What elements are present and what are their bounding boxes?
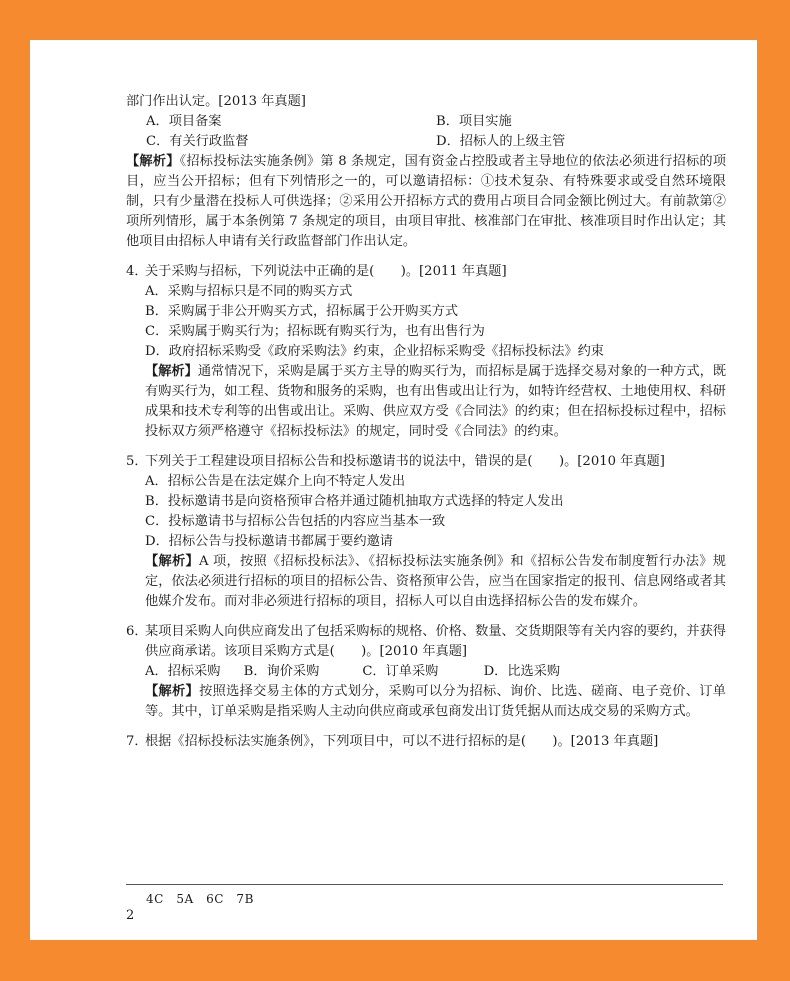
question-3-continuation xyxy=(126,92,726,252)
question-7 xyxy=(126,732,726,752)
book-page xyxy=(30,40,757,940)
option-a: A．招标采购 xyxy=(145,664,221,679)
option-d: D．招标人的上级主管 xyxy=(436,134,566,149)
question-number: 7． xyxy=(126,734,148,749)
question-5 xyxy=(126,452,726,612)
option-c: C．采购属于购买行为；招标既有购买行为，也有出售行为 xyxy=(145,324,485,339)
analysis-text: 通常情况下，采购是属于买方主导的购买行为，而招标是属于选择交易对象的一种方式，既有购买行为，如工程、货物和服务的采购，也有出售或出让行为，如特许经营权、土地使用权、科研成果和技术专利等的出售或出让。采购、供应双方受《合同法》的约束；但在招标投标过程中，招标投标双方须严格遵守《招标投标法》的规定，同时受《合同法》的约束。 xyxy=(145,364,727,439)
question-6-analysis xyxy=(145,682,726,722)
question-text: 关于采购与招标，下列说法中正确的是( )。[2011 年真题] xyxy=(145,264,507,279)
page-content xyxy=(126,92,726,752)
question-text: 下列关于工程建设项目招标公告和投标邀请书的说法中，错误的是( )。[2010 年真题] xyxy=(145,454,665,469)
page-number: 2 xyxy=(126,908,135,923)
option-d: D．招标公告与投标邀请书都属于要约邀请 xyxy=(145,534,393,549)
option-b: B．采购属于非公开购买方式，招标属于公开购买方式 xyxy=(145,304,459,319)
analysis-text: A 项，按照《招标投标法》、《招标投标法实施条例》和《招标公告发布制度暂行办法》规定，依法必须进行招标的项目的招标公告、资格预审公告，应当在国家指定的报刊、信息网络或者其他媒介发布。而对非必须进行招标的项目，招标人可以自由选择招标公告的发布媒介。 xyxy=(145,554,726,609)
analysis-text: 《招标投标法实施条例》第 8 条规定，国有资金占控股或者主导地位的依法必须进行招标的项目，应当公开招标；但有下列情形之一的，可以邀请招标：①技术复杂、有特殊要求或受自然环境限制，只有少量潜在投标人可供选择；②采用公开招标方式的费用占项目合同金额比例过大。有前款第②项所列情形，属于本条例第 7 条规定的项目，由项目审批、核准部门在审批、核准项目时作出认定；其他项目由招标人申请有关行政监督部门作出认定。 xyxy=(126,154,727,249)
question-3-stem-tail: 部门作出认定。[2013 年真题] xyxy=(126,94,306,109)
question-3-analysis xyxy=(126,152,726,252)
option-c: C．有关行政监督 xyxy=(146,134,249,149)
question-6 xyxy=(126,622,726,722)
option-a: A．采购与招标只是不同的购买方式 xyxy=(145,284,353,299)
footnote-divider xyxy=(126,884,723,885)
option-c: C．投标邀请书与招标公告包括的内容应当基本一致 xyxy=(145,514,446,529)
question-5-options xyxy=(145,472,726,552)
question-4-analysis xyxy=(145,362,726,442)
analysis-text: 按照选择交易主体的方式划分，采购可以分为招标、询价、比选、磋商、电子竞价、订单等。其中，订单采购是指采购人主动向供应商或承包商发出订货凭据从而达成交易的采购方式。 xyxy=(145,684,726,719)
question-number: 4． xyxy=(126,264,148,279)
question-number: 6． xyxy=(126,624,148,639)
option-b: B．投标邀请书是向资格预审合格并通过随机抽取方式选择的特定人发出 xyxy=(145,494,564,509)
question-4-options xyxy=(145,282,726,362)
option-d: D．政府招标采购受《政府采购法》约束，企业招标采购受《招标投标法》约束 xyxy=(145,344,604,359)
option-a: A．招标公告是在法定媒介上向不特定人发出 xyxy=(145,474,406,489)
question-text: 某项目采购人向供应商发出了包括采购标的规格、价格、数量、交货期限等有关内容的要约，并获得供应商承诺。该项目采购方式是( )。[2010 年真题] xyxy=(145,624,726,659)
option-a: A．项目备案 xyxy=(146,114,222,129)
question-3-options xyxy=(146,112,726,152)
option-c: C．订单采购 xyxy=(362,664,439,679)
question-4 xyxy=(126,262,726,442)
question-5-analysis xyxy=(145,552,726,612)
question-number: 5． xyxy=(126,454,148,469)
option-b: B．询价采购 xyxy=(243,664,320,679)
question-text: 根据《招标投标法实施条例》，下列项目中，可以不进行招标的是( )。[2013 年真题] xyxy=(145,734,659,749)
answer-key: 4C 5A 6C 7B xyxy=(146,892,254,906)
question-6-options xyxy=(145,662,726,682)
option-b: B．项目实施 xyxy=(436,114,512,129)
analysis-label: 【解析】 xyxy=(145,684,200,699)
analysis-label: 【解析】 xyxy=(145,554,199,569)
analysis-label: 【解析】 xyxy=(145,364,198,379)
option-d: D．比选采购 xyxy=(483,664,561,679)
analysis-label: 【解析】 xyxy=(126,154,180,169)
